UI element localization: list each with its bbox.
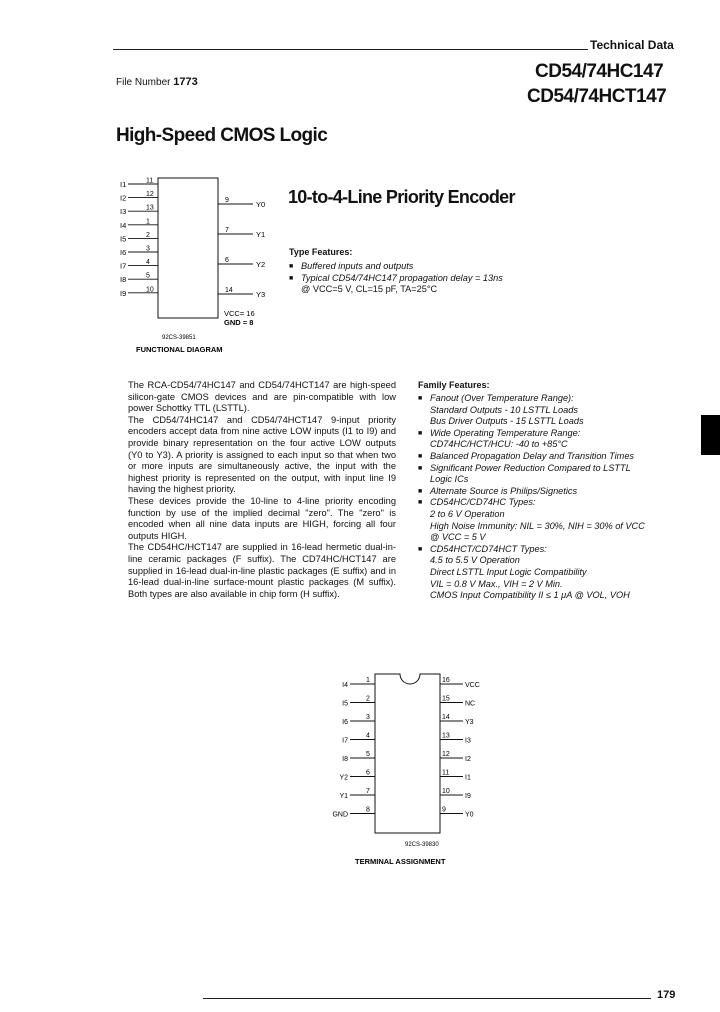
header-rule [113, 49, 588, 50]
right-pin-label: I9 [465, 793, 471, 800]
family-feature-item: Direct LSTTL Input Logic Compatibility [430, 566, 587, 577]
left-pin-number: 1 [366, 677, 370, 684]
left-pin-label: Y1 [339, 793, 348, 800]
family-feature-item: ■ CD54HC/CD74HC Types: [418, 497, 680, 509]
input-pin-number: 3 [146, 245, 150, 253]
input-label: I7 [120, 261, 127, 271]
part-number-2: CD54/74HCT147 [527, 86, 667, 107]
input-pin-number: 12 [146, 191, 154, 199]
type-feature-item: ■ Buffered inputs and outputs [289, 261, 579, 273]
type-features [289, 247, 579, 296]
diagram-code: 92CS-39851 [162, 335, 196, 341]
input-label: I6 [120, 248, 127, 257]
output-label: Y2 [256, 260, 266, 269]
output-pin-number: 14 [225, 287, 233, 294]
right-pin-number: 15 [442, 695, 450, 703]
family-feature-item: VIL = 0.8 V Max., VIH = 2 V Min. [430, 578, 563, 589]
page-number: 179 [657, 989, 676, 1001]
right-pins [440, 677, 480, 819]
input-label: I2 [120, 193, 127, 203]
terminal-assignment-diagram [325, 668, 500, 883]
family-feature-item: ■ Balanced Propagation Delay and Transition Times [418, 451, 680, 463]
left-pin-number: 6 [366, 769, 370, 777]
gnd-pin-note: GND = 8 [224, 318, 254, 327]
family-features-heading: Family Features: [418, 380, 490, 390]
output-pin-number: 6 [225, 257, 229, 264]
output-label: Y1 [256, 230, 266, 239]
description [128, 380, 396, 600]
right-pin-label: I3 [465, 737, 471, 745]
left-pin-label: I5 [342, 700, 348, 708]
family-feature-item: ■ Significant Power Reduction Compared to LSTTL [418, 463, 680, 475]
family-feature-item: Bus Driver Outputs - 15 LSTTL Loads [430, 416, 584, 427]
type-feature-item: @ VCC=5 V, CL=15 pF, TA=25°C [301, 284, 438, 295]
right-pin-label: NC [465, 700, 476, 708]
right-pin-number: 13 [442, 732, 450, 740]
family-feature-item: @ VCC = 5 V [430, 532, 486, 543]
family-feature-item: ■ Wide Operating Temperature Range: [418, 428, 680, 440]
left-pin-number: 4 [366, 732, 370, 740]
left-pin-label: Y2 [339, 774, 348, 782]
section-tab-marker [701, 415, 720, 455]
functional-diagram [118, 172, 288, 357]
family-feature-item: CD74HC/HCT/HCU: -40 to +85°C [430, 439, 568, 450]
family-feature-item: ■ Fanout (Over Temperature Range): [418, 393, 680, 405]
output-pin-number: 9 [225, 197, 229, 204]
output-pin-number: 7 [225, 227, 229, 234]
input-pin-number: 13 [146, 204, 154, 212]
family-feature-item: High Noise Immunity: NIL = 30%, NIH = 30% of VCC [430, 520, 645, 531]
left-pin-number: 2 [366, 695, 370, 703]
description-paragraph: The CD54/74HC147 and CD54/74HCT147 9-input priority encoders accept data from nine active LOW inputs (I1 to I9) and provide binary representation on the four active LOW outputs (Y0 to Y3). A priority is assigned to each input so that when two or more inputs are simultaneously active, the input with the highest priority is represented on the output, with input line I9 having the highest priority. [128, 414, 396, 495]
diagram-caption: FUNCTIONAL DIAGRAM [136, 345, 223, 354]
left-pin-number: 3 [366, 714, 370, 721]
input-label: I4 [120, 220, 127, 230]
right-pin-label: I2 [465, 756, 471, 763]
dip-package-outline [375, 674, 440, 833]
left-pin-label: I7 [342, 737, 348, 745]
header-tag: Technical Data [590, 38, 674, 52]
left-pins [332, 677, 375, 819]
output-pins [218, 197, 265, 299]
input-label: I5 [120, 234, 127, 244]
encoder-block [158, 178, 218, 318]
input-pin-number: 2 [146, 231, 150, 239]
left-pin-label: GND [332, 811, 348, 819]
description-paragraph: These devices provide the 10-line to 4-line priority encoding function by use of the implied decimal "zero". The "zero" is encoded when all nine data inputs are HIGH, forcing all four outputs HIGH. [128, 495, 396, 541]
input-pin-number: 4 [146, 259, 150, 267]
input-label: I9 [120, 288, 127, 298]
output-label: Y0 [256, 200, 266, 209]
family-feature-item: ■ CD54HCT/CD74HCT Types: [418, 544, 680, 556]
right-pin-number: 16 [442, 677, 450, 684]
section-title: High-Speed CMOS Logic [116, 125, 328, 146]
input-pin-number: 10 [146, 286, 154, 294]
left-pin-label: I6 [342, 719, 348, 726]
product-title: 10-to-4-Line Priority Encoder [288, 187, 515, 207]
right-pin-label: Y0 [465, 811, 474, 819]
file-number: File Number 1773 [116, 76, 198, 88]
left-pin-number: 5 [366, 751, 370, 758]
right-pin-label: VCC [465, 682, 480, 689]
family-feature-item: 4.5 to 5.5 V Operation [430, 555, 520, 566]
left-pin-number: 7 [366, 788, 370, 795]
family-features [418, 380, 680, 602]
right-pin-label: I1 [465, 774, 471, 782]
right-pin-number: 9 [442, 806, 446, 814]
output-label: Y3 [256, 290, 266, 299]
left-pin-label: I8 [342, 756, 348, 763]
input-label: I3 [120, 207, 127, 217]
left-pin-label: I4 [342, 682, 348, 689]
input-pin-number: 11 [146, 177, 154, 185]
right-pin-number: 11 [442, 769, 450, 777]
right-pin-number: 14 [442, 714, 450, 721]
terminal-caption: TERMINAL ASSIGNMENT [355, 857, 446, 866]
right-pin-number: 12 [442, 751, 450, 758]
vcc-pin-note: VCC= 16 [224, 309, 255, 318]
description-paragraph: The CD54HC/HCT147 are supplied in 16-lead hermetic dual-in-line ceramic packages (F suffix). The CD74HC/HCT147 are supplied in 16-lead dual-in-line plastic packages (E suffix) and in 16-lead dual-in-line surface-mount plastic packages (M suffix). Both types are also available in chip form (H suffix). [128, 542, 396, 599]
right-pin-number: 10 [442, 788, 450, 795]
terminal-code: 92CS-39830 [405, 842, 439, 848]
type-features-heading: Type Features: [289, 247, 353, 257]
input-pin-number: 5 [146, 272, 150, 280]
family-feature-item: ■ Alternate Source is Philips/Signetics [418, 486, 680, 498]
input-pin-number: 1 [146, 218, 150, 226]
family-feature-item: CMOS Input Compatibility II ≤ 1 μA @ VOL, VOH [430, 590, 630, 601]
footer-rule [203, 998, 651, 999]
right-pin-label: Y3 [465, 719, 474, 726]
input-label: I8 [120, 275, 127, 285]
input-pins [120, 178, 158, 298]
part-number-1: CD54/74HC147 [535, 61, 664, 82]
left-pin-number: 8 [366, 806, 370, 814]
family-feature-item: Logic ICs [430, 474, 469, 485]
family-feature-item: 2 to 6 V Operation [430, 508, 505, 519]
description-paragraph: The RCA-CD54/74HC147 and CD54/74HCT147 are high-speed silicon-gate CMOS devices and are pin-compatible with low power Schottky TTL (LSTTL). [128, 380, 396, 414]
family-feature-item: Standard Outputs - 10 LSTTL Loads [430, 404, 578, 415]
input-label: I1 [120, 180, 127, 189]
type-feature-item: ■ Typical CD54/74HC147 propagation delay = 13ns [289, 273, 579, 285]
